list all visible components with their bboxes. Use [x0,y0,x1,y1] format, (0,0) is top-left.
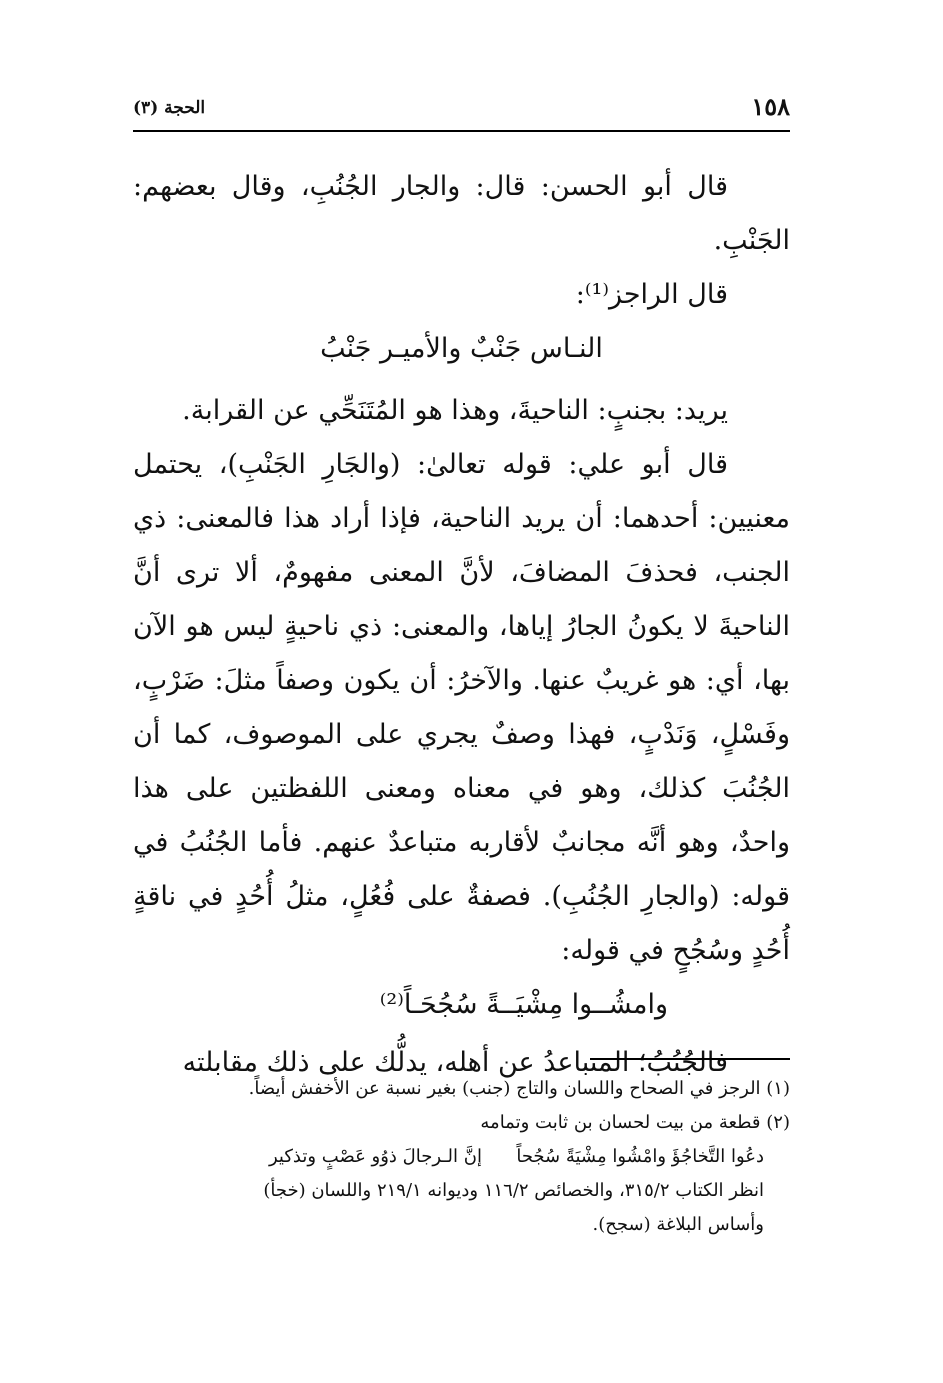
footnote-2-verse-second-hemistich: إنَّ الـرجالَ ذوُو عَصْبٍ وتذكير [268,1146,482,1167]
footnote-2-verse [133,1140,790,1174]
page-header [133,92,790,126]
main-text [133,160,790,1090]
verse-2: وامشُــوا مِشْيَــةً سُجُحَـاً⁽²⁾ [379,989,668,1020]
paragraph-2: قال الراجز⁽¹⁾: [575,279,728,310]
running-title: الحجة (٣) [133,98,206,118]
footnotes [133,1072,790,1242]
header-rule [133,130,790,132]
paragraph-5: فالجُنُبُ؛ المتباعدُ عن أهله، يدلُّك على ذلك مقابلته [182,1047,728,1078]
footnote-1: (١) الرجز في الصحاح واللسان والتاج (جنب) بغير نسبة عن الأخفش أيضاً. [248,1078,790,1099]
page-number: ١٥٨ [751,92,790,121]
footnote-2: (٢) قطعة من بيت لحسان بن ثابت وتمامه [480,1112,790,1133]
paragraph-3: يريد: بجنبٍ: الناحيةَ، وهذا هو المُتَنَحِّي عن القرابة. [182,395,728,426]
paragraph-4: قال أبو علي: قوله تعالىٰ: (والجَارِ الجَنْبِ)، يحتمل معنيين: أحدهما: أن يريد الناحية، فإذا أراد هذا فالمعنى: ذي الجنب، فحذفَ المضافَ، لأنَّ المعنى مفهومٌ، ألا ترى أنَّ الناحيةَ لا يكونُ الجارُ إياها، والمعنى: ذي ناحيةٍ ليس هو الآن بها، أي: هو غريبٌ عنها. والآخرُ: أن يكون وصفاً مثلَ: ضَرْبٍ، وفَسْلٍ، وَنَدْبٍ، فهذا وصفٌ يجري على الموصوف، كما أن الجُنُبَ كذلك، وهو في معناه ومعنى اللفظتين على هذا واحدٌ، وهو أنَّه مجانبٌ لأقاربه متباعدٌ عنهم. فأما الجُنُبُ في قوله: (والجارِ الجُنُبِ). فصفةٌ على فُعُلٍ، مثلُ أُحُدٍ في ناقةٍ أُحُدٍ وسُجُحٍ في قوله: [133,449,790,966]
footnote-separator [590,1058,790,1060]
footnote-2-reference: انظر الكتاب ٣١٥/٢، والخصائص ١١٦/٢ وديوانه ٢١٩/١ واللسان (خجأ) [263,1180,764,1201]
paragraph-1: قال أبو الحسن: قال: والجار الجُنُبِ، وقال بعضهم: الجَنْبِ. [133,171,790,256]
footnote-2-verse-first-hemistich: دعُوا التَّخاجُؤَ وامْشُوا مِشْيَةً سُجُحاً [516,1146,764,1167]
verse-1: النـاس جَنْبٌ والأميـر جَنْبُ [320,333,603,364]
footnote-2-reference-continued: وأساس البلاغة (سجح). [592,1214,764,1235]
